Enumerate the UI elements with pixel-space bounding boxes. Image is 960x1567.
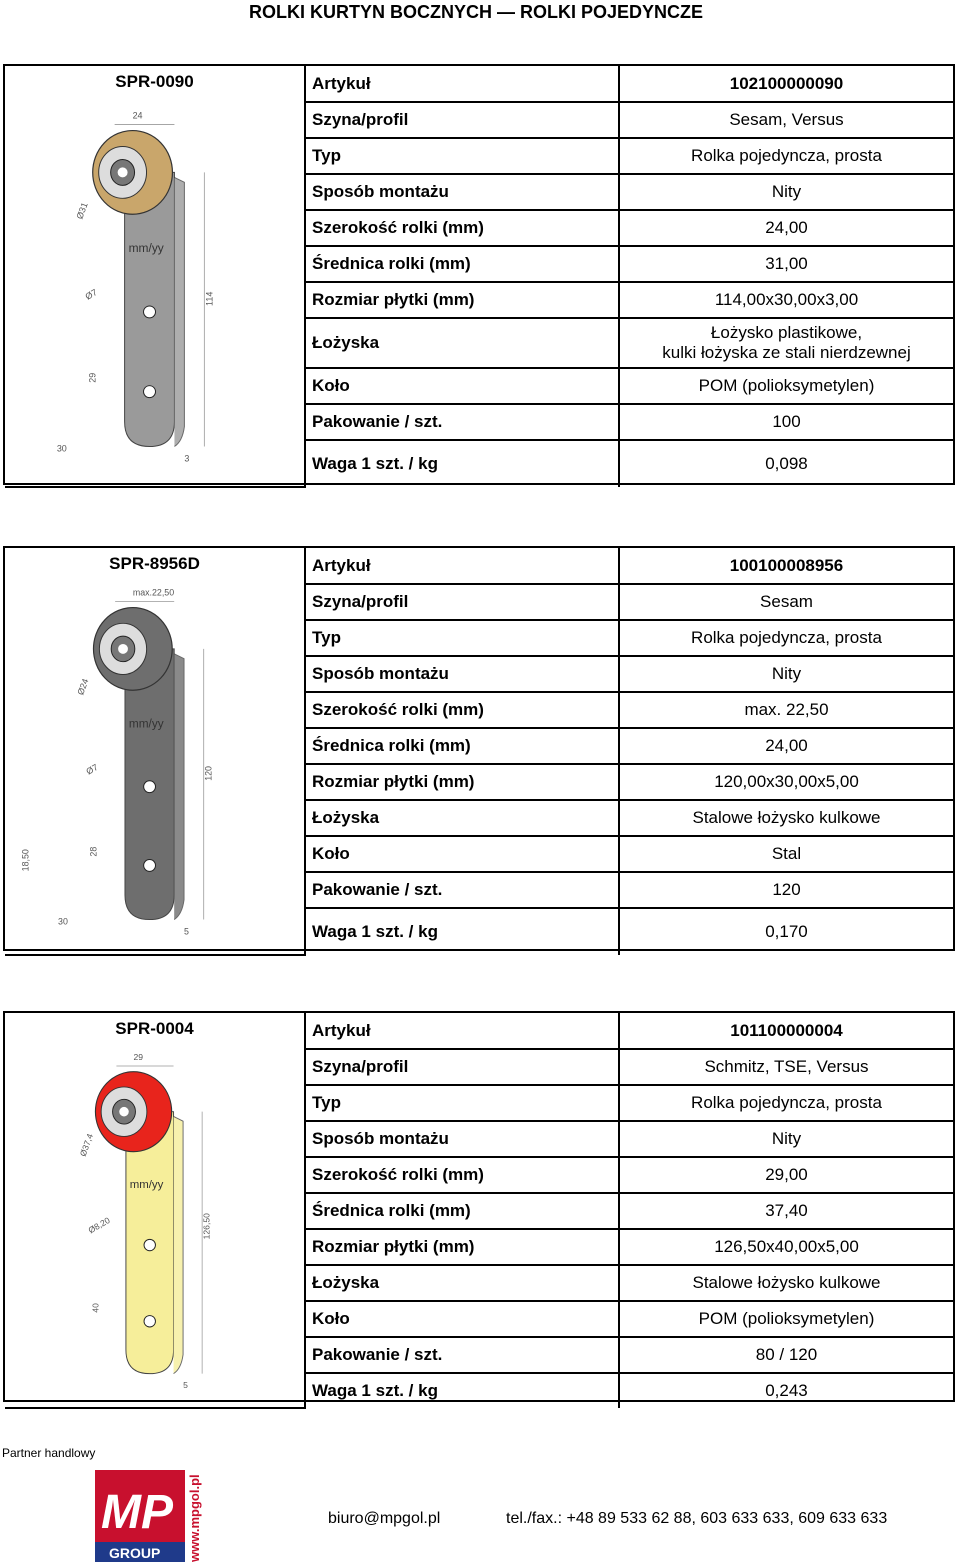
product-image-cell — [5, 66, 305, 487]
spec-label: Łożyska — [305, 1265, 619, 1301]
spec-label: Artykuł — [305, 1013, 619, 1049]
rivet-hole — [144, 306, 156, 318]
contact-email[interactable]: biuro@mpgol.pl — [328, 1510, 441, 1527]
roller-drawing — [5, 98, 304, 486]
product-block-spr-0090 — [3, 64, 955, 485]
spec-value: Łożysko plastikowe, kulki łożyska ze stali nierdzewnej — [619, 318, 953, 368]
spec-value: 100100008956 — [619, 548, 953, 584]
dimension-label: 24 — [132, 110, 143, 121]
spec-label: Szerokość rolki (mm) — [305, 1157, 619, 1193]
drawing-container — [5, 580, 304, 954]
spec-value: Rolka pojedyncza, prosta — [619, 620, 953, 656]
logo-url-text: www.mpgol.pl — [187, 1474, 202, 1562]
spec-label: Koło — [305, 1301, 619, 1337]
spec-value: 0,098 — [619, 440, 953, 487]
rivet-hole — [144, 1316, 155, 1327]
spec-label: Szyna/profil — [305, 102, 619, 138]
spec-label: Pakowanie / szt. — [305, 404, 619, 440]
spec-value: max. 22,50 — [619, 692, 953, 728]
product-block-spr-8956d — [3, 546, 955, 951]
spec-label: Waga 1 szt. / kg — [305, 440, 619, 487]
mp-group-logo — [95, 1470, 205, 1562]
spec-label: Średnica rolki (mm) — [305, 728, 619, 764]
dimension-label: 29 — [87, 372, 98, 383]
drawing-container — [5, 1045, 304, 1407]
dimension-label: 5 — [183, 1379, 188, 1390]
rivet-hole — [144, 781, 156, 793]
spec-label: Średnica rolki (mm) — [305, 1193, 619, 1229]
spec-label: Sposób montażu — [305, 1121, 619, 1157]
spec-label: Artykuł — [305, 548, 619, 584]
spec-value: 114,00x30,00x3,00 — [619, 282, 953, 318]
spec-value: 37,40 — [619, 1193, 953, 1229]
dimension-label: 114 — [204, 291, 215, 306]
dimension-label: Ø7 — [84, 762, 100, 777]
dimension-label: Ø31 — [74, 201, 90, 221]
dimension-label: Ø37,4 — [77, 1132, 96, 1158]
spec-label: Waga 1 szt. / kg — [305, 908, 619, 955]
contact-phone: tel./fax.: +48 89 533 62 88, 603 633 633, 609 633 633 — [506, 1510, 888, 1527]
spec-value: 126,50x40,00x5,00 — [619, 1229, 953, 1265]
spec-value: 24,00 — [619, 728, 953, 764]
spec-value: 24,00 — [619, 210, 953, 246]
spec-label: Waga 1 szt. / kg — [305, 1373, 619, 1408]
rivet-hole — [144, 386, 156, 398]
dimension-label: 126,50 — [201, 1213, 212, 1240]
spec-value: 120 — [619, 872, 953, 908]
spec-value: Sesam, Versus — [619, 102, 953, 138]
spec-row — [5, 1013, 953, 1049]
spec-value: Nity — [619, 1121, 953, 1157]
spec-label: Rozmiar płytki (mm) — [305, 282, 619, 318]
spec-value: Nity — [619, 174, 953, 210]
spec-value: 0,170 — [619, 908, 953, 955]
spec-value: 31,00 — [619, 246, 953, 282]
spec-label: Sposób montażu — [305, 656, 619, 692]
spec-value: 80 / 120 — [619, 1337, 953, 1373]
roller-drawing — [5, 580, 304, 954]
roller-drawing — [5, 1045, 304, 1407]
spec-value: Nity — [619, 656, 953, 692]
drawing-container — [5, 98, 304, 486]
dimension-label: max.22,50 — [132, 587, 175, 598]
dimension-label: 40 — [90, 1303, 101, 1313]
product-code: SPR-0004 — [115, 1019, 194, 1038]
spec-value: Schmitz, TSE, Versus — [619, 1049, 953, 1085]
dimension-label: 28 — [88, 846, 99, 857]
spec-value: 102100000090 — [619, 66, 953, 102]
spec-label: Szyna/profil — [305, 584, 619, 620]
spec-value: 101100000004 — [619, 1013, 953, 1049]
dimension-label: Ø7 — [83, 287, 99, 302]
spec-label: Typ — [305, 620, 619, 656]
logo-mp-text: MP — [101, 1486, 173, 1539]
spec-value: 0,243 — [619, 1373, 953, 1408]
spec-value: Stal — [619, 836, 953, 872]
spec-label: Koło — [305, 836, 619, 872]
dimension-label: 120 — [203, 766, 214, 781]
plate-marking: mm/yy — [129, 1178, 164, 1191]
spec-value: 100 — [619, 404, 953, 440]
dimension-label: 30 — [58, 916, 68, 927]
spec-value: Stalowe łożysko kulkowe — [619, 1265, 953, 1301]
spec-label: Sposób montażu — [305, 174, 619, 210]
product-code: SPR-8956D — [109, 554, 200, 573]
plate-marking: mm/yy — [128, 241, 164, 256]
dimension-label: 18,50 — [20, 849, 31, 872]
spec-label: Typ — [305, 138, 619, 174]
product-image-cell — [5, 1013, 305, 1408]
rivet-hole — [144, 1239, 155, 1250]
dimension-label: 29 — [133, 1052, 144, 1063]
spec-value: 29,00 — [619, 1157, 953, 1193]
plate-marking: mm/yy — [128, 716, 164, 731]
spec-label: Łożyska — [305, 318, 619, 368]
spec-value: Sesam — [619, 584, 953, 620]
spec-label: Koło — [305, 368, 619, 404]
product-image-cell — [5, 548, 305, 955]
dimension-label: 3 — [184, 453, 190, 464]
logo-group-text: GROUP — [109, 1545, 161, 1561]
dimension-label: Ø8,20 — [86, 1215, 112, 1236]
spec-row — [5, 66, 953, 102]
dimension-label: Ø24 — [75, 677, 91, 697]
spec-label: Pakowanie / szt. — [305, 872, 619, 908]
spec-value: 120,00x30,00x5,00 — [619, 764, 953, 800]
spec-label: Rozmiar płytki (mm) — [305, 1229, 619, 1265]
page-title: ROLKI KURTYN BOCZNYCH — ROLKI POJEDYNCZE — [248, 2, 704, 22]
spec-label: Pakowanie / szt. — [305, 1337, 619, 1373]
spec-row — [5, 548, 953, 584]
spec-value: POM (polioksymetylen) — [619, 368, 953, 404]
spec-label: Rozmiar płytki (mm) — [305, 764, 619, 800]
rivet-hole — [144, 860, 156, 872]
spec-value: Stalowe łożysko kulkowe — [619, 800, 953, 836]
spec-label: Szerokość rolki (mm) — [305, 692, 619, 728]
spec-value: Rolka pojedyncza, prosta — [619, 1085, 953, 1121]
dimension-label: 30 — [56, 443, 67, 454]
spec-label: Artykuł — [305, 66, 619, 102]
product-code: SPR-0090 — [115, 72, 194, 91]
spec-label: Łożyska — [305, 800, 619, 836]
partner-label: Partner handlowy — [2, 1446, 96, 1460]
spec-value: Rolka pojedyncza, prosta — [619, 138, 953, 174]
product-block-spr-0004 — [3, 1011, 955, 1402]
spec-value: POM (polioksymetylen) — [619, 1301, 953, 1337]
spec-label: Szyna/profil — [305, 1049, 619, 1085]
dimension-label: 5 — [184, 926, 189, 937]
spec-label: Szerokość rolki (mm) — [305, 210, 619, 246]
spec-label: Średnica rolki (mm) — [305, 246, 619, 282]
spec-label: Typ — [305, 1085, 619, 1121]
